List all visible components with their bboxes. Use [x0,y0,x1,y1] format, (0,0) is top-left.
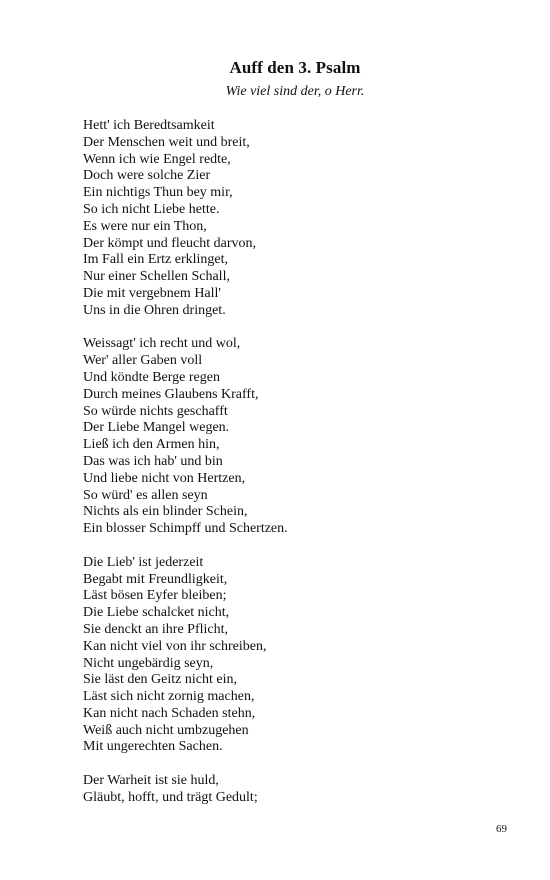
verse-line: Ließ ich den Armen hin, [83,437,220,453]
verse-line: Der Warheit ist sie huld, [83,773,219,789]
verse-line: Die Lieb' ist jederzeit [83,554,204,570]
verse-line: Sie läst den Geitz nicht ein, [83,672,237,688]
verse-line: Mit ungerechten Sachen. [83,739,223,755]
verse-line: Nichts als ein blinder Schein, [83,504,248,520]
verse-line: Doch were solche Zier [83,168,211,184]
page-number: 69 [496,823,507,835]
verse-line: Uns in die Ohren dringet. [83,302,226,318]
verse-line: Wenn ich wie Engel redte, [83,151,231,167]
verse-line: Weiß auch nicht umbzugehen [83,722,249,738]
verse-line: Das was ich hab' und bin [83,453,223,469]
verse-line: Hett' ich Beredtsamkeit [83,118,215,133]
poem-title: Auff den 3. Psalm [229,58,361,77]
verse-line: Ein nichtigs Thun bey mir, [83,185,233,201]
verse-line: Begabt mit Freundligkeit, [83,571,228,587]
verse-line: Nur einer Schellen Schall, [83,269,230,285]
stanza-3 [83,555,503,757]
verse-line: Im Fall ein Ertz erklinget, [83,252,229,268]
verse-line: Ein blosser Schimpff und Schertzen. [83,521,288,537]
verse-line: Wer' aller Gaben voll [83,353,203,369]
verse-line: Kan nicht nach Schaden stehn, [83,705,256,721]
verse-line: Gläubt, hofft, und trägt Gedult; [83,789,258,805]
poem-body [83,118,503,823]
verse-line: Der Menschen weit und breit, [83,134,250,150]
verse-line: Und köndte Berge regen [83,369,220,385]
verse-line: So ich nicht Liebe hette. [83,201,220,217]
verse-line: Kan nicht viel von ihr schreiben, [83,638,267,654]
verse-line: Läst bösen Eyfer bleiben; [83,588,227,604]
verse-line: Weissagt' ich recht und wol, [83,336,241,352]
verse-line: Durch meines Glaubens Krafft, [83,386,259,402]
verse-line: Die Liebe schalcket nicht, [83,605,230,621]
verse-line: Sie denckt an ihre Pflicht, [83,621,229,637]
verse-line: Es were nur ein Thon, [83,218,207,234]
verse-line: So würd' es allen seyn [83,487,208,503]
stanza-4 [83,773,503,807]
verse-line: Und liebe nicht von Hertzen, [83,470,246,486]
verse-line: Der kömpt und fleucht darvon, [83,235,257,251]
verse-line: Die mit vergebnem Hall' [83,285,221,301]
verse-line: So würde nichts geschafft [83,403,228,419]
verse-line: Läst sich nicht zornig machen, [83,689,255,705]
stanza-2 [83,336,503,538]
stanza-1 [83,118,503,320]
verse-line: Nicht ungebärdig seyn, [83,655,214,671]
poem-subtitle: Wie viel sind der, o Herr. [225,84,365,99]
verse-line: Der Liebe Mangel wegen. [83,420,230,436]
